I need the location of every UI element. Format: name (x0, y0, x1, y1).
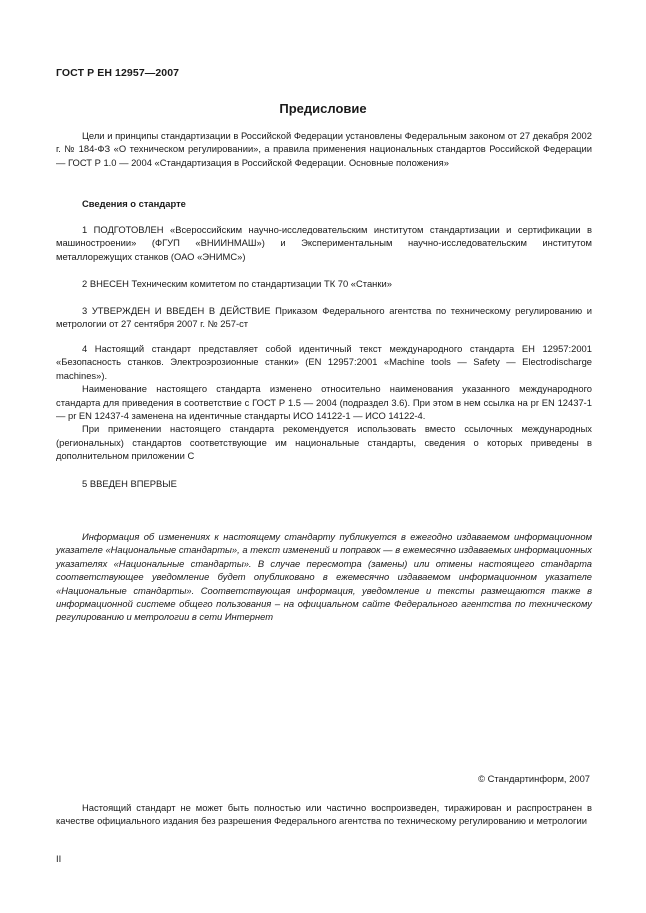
item-5-paragraph: 5 ВВЕДЕН ВПЕРВЫЕ (82, 478, 177, 489)
item-3-block (56, 304, 592, 331)
page-number: II (56, 853, 62, 864)
page-title: Предисловие (279, 101, 367, 116)
info-notice-block (56, 530, 592, 624)
item-3-paragraph: 3 УТВЕРЖДЕН И ВВЕДЕН В ДЕЙСТВИЕ Приказом Федерального агентства по техническому регулированию и метрологии от 27 сентября 2007 г. № 257-ст (56, 305, 592, 330)
copyright-line: © Стандартинформ, 2007 (478, 773, 590, 784)
item-4-paragraph-2: Наименование настоящего стандарта изменено относительно наименования указанного международного стандарта для приведения в соответствие с ГОСТ Р 1.5 — 2004 (подраздел 3.6). При этом в нем ссылка на pr EN 12437-1 — pr EN 12437-4 заменена на идентичные стандарты ИСО 14122-1 — ИСО 14122-4. (56, 383, 592, 422)
item-2-block (56, 277, 592, 290)
item-4-paragraph-1: 4 Настоящий стандарт представляет собой идентичный текст международного стандарта ЕН 12957:2001 «Безопасность станков. Электроэрозионные станки» (EN 12957:2001 «Machine tools — Safety — Electrodischarge machines»). (56, 343, 592, 381)
intro-section (56, 129, 592, 169)
reproduction-notice-block (56, 801, 592, 828)
section-heading: Сведения о стандарте (82, 198, 186, 209)
item-4-paragraph-3: При применении настоящего стандарта рекомендуется использовать вместо ссылочных международных (региональных) стандартов соответствующие им национальные стандарты, сведения о которых приведены в дополнительном приложении С (56, 423, 592, 462)
item-2-paragraph: 2 ВНЕСЕН Техническим комитетом по стандартизации ТК 70 «Станки» (82, 278, 392, 289)
section-heading-block (56, 197, 592, 210)
reproduction-notice-paragraph: Настоящий стандарт не может быть полностью или частично воспроизведен, тиражирован и распространен в качестве официального издания без разрешения Федерального агентства по техническому регулированию и метрологии (56, 802, 592, 827)
intro-paragraph: Цели и принципы стандартизации в Российской Федерации установлены Федеральным законом от 27 декабря 2002 г. № 184-ФЗ «О техническом регулировании», а правила применения национальных стандартов Российской Федерации — ГОСТ Р 1.0 — 2004 «Стандартизация в Российской Федерации. Основные положения» (56, 130, 592, 168)
item-5-block (56, 477, 592, 490)
info-notice-paragraph: Информация об изменениях к настоящему стандарту публикуется в ежегодно издаваемом информационном указателе «Национальные стандарты», а текст изменений и поправок — в ежемесячно издаваемых информационных указателях «Национальные стандарты». В случае пересмотра (замены) или отмены настоящего стандарта соответствующее уведомление будет опубликовано в ежемесячно издаваемом информационном указателе «Национальные стандарты». Соответствующая информация, уведомление и тексты размещаются также в информационной системе общего пользования – на официальном сайте Федерального агентства по техническому регулированию и метрологии в сети Интернет (56, 531, 592, 623)
item-4-block (56, 342, 592, 463)
item-1-block (56, 223, 592, 263)
standard-id-header: ГОСТ Р ЕН 12957—2007 (56, 67, 180, 79)
item-1-paragraph: 1 ПОДГОТОВЛЕН «Всероссийским научно-исследовательским институтом стандартизации и сертификации в машиностроении» (ФГУП «ВНИИНМАШ») и Экспериментальным научно-исследовательским институтом металлорежущих станков (ОАО «ЭНИМС») (56, 224, 592, 262)
